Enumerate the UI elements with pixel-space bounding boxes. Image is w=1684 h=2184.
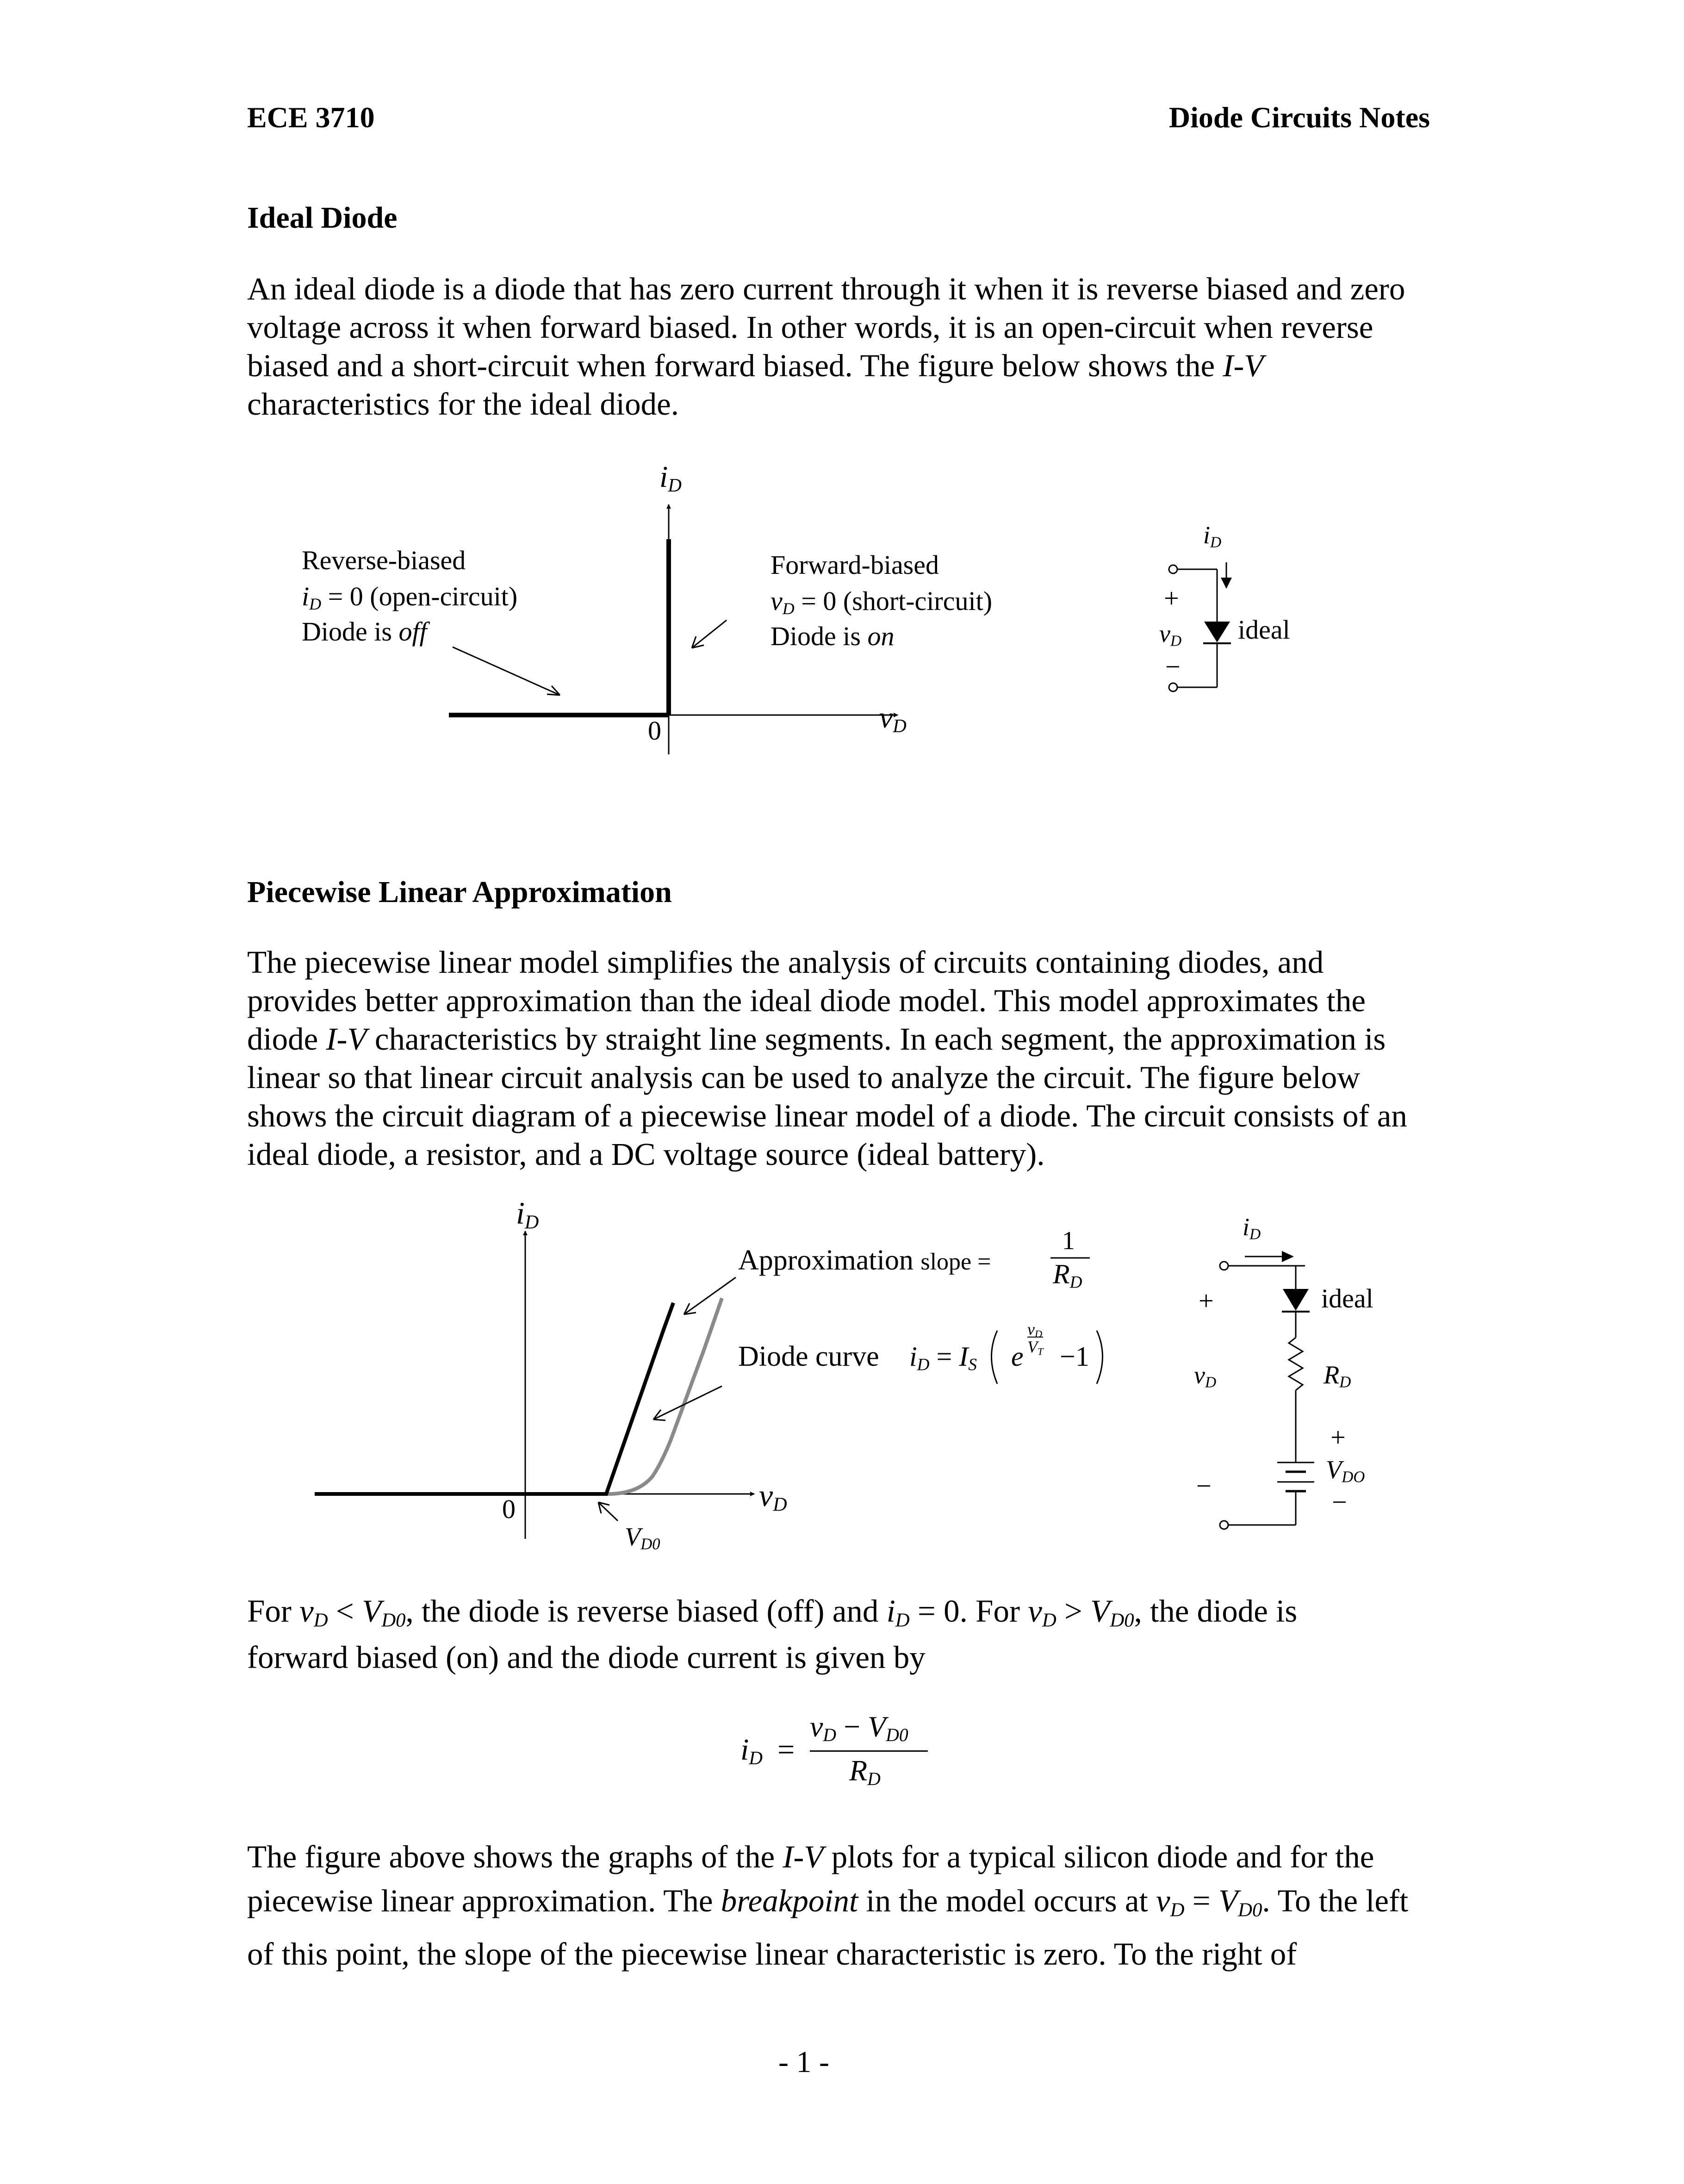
axis-label-vD: $v_D$ [879,701,907,737]
figure-piecewise-linear [259,1195,1398,1569]
axis-label-vD: $v_D$ [759,1478,787,1516]
slope-numerator: 1 [1062,1226,1075,1255]
paragraph-text: The piecewise linear model simplifies the analysis of circuits containing diodes, and provides better approximation than the ideal diode model. This model approximates the diode [247,945,1366,1057]
reverse-label-2: $i_D = 0$ (open-circuit) [302,581,518,613]
paragraph-text: An ideal diode is a diode that has zero current through it when it is reverse biased and zero voltage across it when forward biased. In other words, it is an open-circuit when reverse biased and a short-circuit when forward biased. The figure below shows the [247,271,1405,383]
battery-minus: − [1332,1487,1347,1517]
document-title: Diode Circuits Notes [1168,101,1430,134]
slope-denominator: $R_D$ [1053,1259,1082,1292]
paragraph-piecewise [247,943,1436,1174]
circuit-label-vD: $v_D$ [1159,620,1182,650]
ideal-label: ideal [1238,615,1290,645]
exp-base: e [1011,1341,1024,1372]
iv-term: I-V [326,1021,367,1057]
plus-sign: + [1164,583,1179,613]
paragraph-ideal-diode [247,270,1436,423]
equation-denominator: $R_D$ [849,1754,881,1789]
paragraph-text: characteristics by straight line segments. In each segment, the approximation is linear so that linear circuit analysis can be used to analyze the circuit. The figure below shows the circuit diagram of a piecewise linear model of a diode. The circuit consists of an ideal diode, a resistor, and a DC voltage source (ideal battery). [247,1021,1407,1172]
circuit-label-iD: $i_D$ [1203,521,1222,551]
diode-current-equation [740,1708,935,1800]
figure-ideal-diode [259,458,1388,773]
axis-label-iD: $i_D$ [516,1195,539,1233]
battery-label-VDO: $V_{DO}$ [1326,1456,1365,1486]
paragraph-conditions-line1: For $v_D < V_{D0}$, the diode is reverse biased (off) and $i_D = 0$. For $v_D > V_{D0}$, the diode is [247,1593,1298,1631]
equation-equals: = [777,1733,795,1767]
approximation-label: Approximation slope = [738,1244,991,1276]
exp-numerator: $v_D$ [1027,1320,1043,1340]
paragraph-breakpoint: The figure above shows the graphs of the I-V plots for a typical silicon diode and for the piecewise linear approximation. The breakpoint in the model occurs at $v_D = V_{D0}$. To the left of this point, the slope of the piecewise linear characteristic is zero. To the right of [247,1839,1409,1972]
origin-label: 0 [648,716,661,746]
forward-label-3: Diode is on [771,621,895,651]
resistor [1289,1338,1303,1390]
section-title-ideal-diode: Ideal Diode [247,201,398,235]
plus-sign: + [1199,1286,1214,1316]
forward-label-2: $v_D = 0$ (short-circuit) [771,586,993,618]
page-number: - 1 - [778,2045,829,2079]
section-title-piecewise: Piecewise Linear Approximation [247,875,672,909]
minus-one: −1 [1060,1341,1089,1372]
minus-sign: − [1165,652,1181,682]
forward-label-1: Forward-biased [771,550,939,580]
origin-label: 0 [502,1494,516,1524]
approximation-line [315,1303,673,1494]
breakpoint-label-VD0: $V_{D0}$ [625,1523,660,1553]
diode-curve [352,1298,722,1494]
diode-curve-label: Diode curve [738,1341,879,1372]
equation-numerator: $v_D - V_{D0}$ [810,1710,908,1745]
circuit-label-vD: $v_D$ [1194,1361,1217,1391]
reverse-label-1: Reverse-biased [302,545,466,575]
reverse-label-3: Diode is off [302,616,427,647]
equation-lhs: $i_D$ [740,1733,763,1769]
ideal-label: ideal [1321,1283,1373,1313]
paragraph-conditions-line2: forward biased (on) and the diode current is given by [247,1640,926,1675]
axis-label-iD: $i_D$ [659,460,682,496]
battery-plus: + [1330,1422,1346,1452]
minus-sign: − [1196,1471,1212,1501]
course-code: ECE 3710 [247,101,375,134]
exp-denominator: $V_T$ [1027,1337,1043,1361]
paragraph-text: characteristics for the ideal diode. [247,386,679,422]
circuit-label-iD: $i_D$ [1243,1213,1261,1243]
resistor-label-RD: $R_D$ [1324,1361,1351,1391]
diode-equation: $i_D = I_S$ [909,1341,977,1375]
iv-term: I-V [1223,348,1264,383]
